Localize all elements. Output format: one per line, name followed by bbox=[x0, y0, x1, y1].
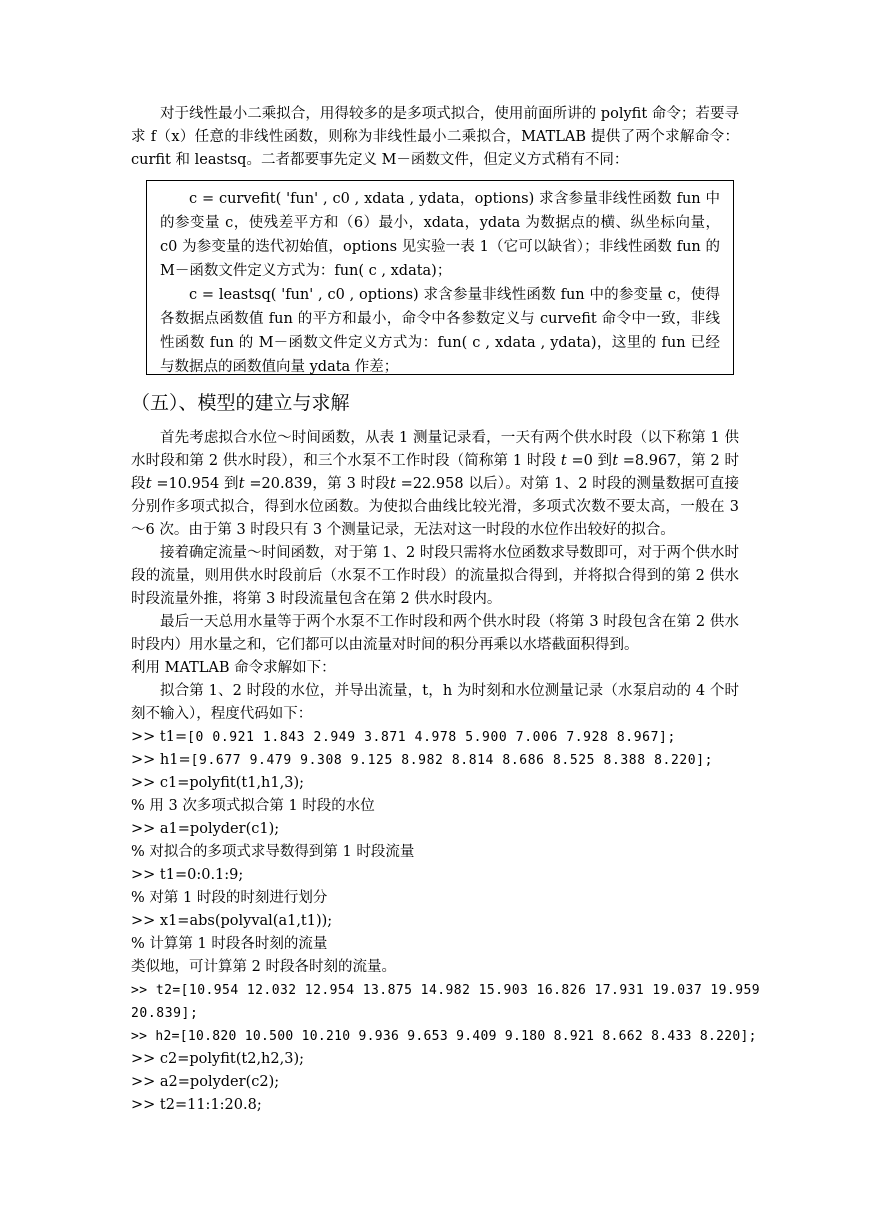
code-values: [9.677 9.479 9.308 9.125 8.982 8.814 8.686 8.525 8.388 8.220]; bbox=[190, 753, 714, 768]
code-comment-c1: % 用 3 次多项式拟合第 1 时段的水位 bbox=[131, 798, 375, 814]
code-line-t2: >> t2=[10.954 12.032 12.954 13.875 14.982 15.903 16.826 17.931 19.037 19.959 bbox=[131, 983, 761, 998]
code-line-t2-range: >> t2=11:1:20.8; bbox=[131, 1097, 262, 1113]
p1-text-f: =22.958 以后）。对第 1、2 时段的测量数据可直接分别作多项式拟合，得到水位函数。为使拟合曲线比较光滑，多项式次数不要太高，一般在 3～6 次。由于第 3 时段只有 3 个测量记录，无法对这一时段的水位作出较好的拟合。 bbox=[131, 476, 739, 538]
code-line-t1 bbox=[131, 726, 739, 749]
code-comment-t1-range: % 对第 1 时段的时刻进行划分 bbox=[131, 890, 328, 906]
definition-box bbox=[146, 180, 734, 375]
paragraph-3: 最后一天总用水量等于两个水泵不工作时段和两个供水时段（将第 3 时段包含在第 2 供水时段内）用水量之和，它们都可以由流量对时间的积分再乘以水塔截面积得到。 bbox=[131, 614, 739, 653]
code-prompt: >> h1= bbox=[131, 752, 191, 768]
p1-text-d: =10.954 到 bbox=[151, 476, 239, 492]
paragraph-4: 利用 MATLAB 命令求解如下： bbox=[131, 660, 336, 676]
paragraph-5: 拟合第 1、2 时段的水位，并导出流量，t，h 为时刻和水位测量记录（水泵启动的 4 个时刻不输入），程度代码如下： bbox=[131, 683, 739, 722]
code-comment-x1: % 计算第 1 时段各时刻的流量 bbox=[131, 936, 328, 952]
code-line-h1 bbox=[131, 749, 739, 772]
code-line-a1: >> a1=polyder(c1); bbox=[131, 821, 280, 837]
p1-text-b: =0 到 bbox=[566, 453, 613, 469]
code-comment-a1: % 对拟合的多项式求导数得到第 1 时段流量 bbox=[131, 844, 415, 860]
code-line-t2-cont: 20.839]; bbox=[131, 1006, 199, 1021]
code-values: [0 0.921 1.843 2.949 3.871 4.978 5.900 7.006 7.928 8.967]; bbox=[187, 730, 676, 745]
similar-note: 类似地，可计算第 2 时段各时刻的流量。 bbox=[131, 959, 396, 975]
curvefit-definition: c = curvefit( 'fun' , c0 , xdata , ydata，options) 求含参量非线性函数 fun 中的参变量 c，使残差平方和（6）最小，xdata，ydata 为数据点的横、纵坐标向量，c0 为参变量的迭代初始值，options 见实验一表 1（它可以缺省）；非线性函数 fun 的 M－函数文件定义方式为：fun( c , xdata)； bbox=[160, 191, 720, 279]
intro-section bbox=[131, 103, 739, 172]
section-heading: （五）、模型的建立与求解 bbox=[131, 392, 350, 414]
paragraph-2: 接着确定流量～时间函数，对于第 1、2 时段只需将水位函数求导数即可，对于两个供水时段的流量，则用供水时段前后（水泵不工作时段）的流量拟合得到，并将拟合得到的第 2 供水时段流量外推，将第 3 时段流量包含在第 2 供水时段内。 bbox=[131, 545, 739, 607]
code-prompt: >> t1= bbox=[131, 729, 188, 745]
code-line-x1: >> x1=abs(polyval(a1,t1)); bbox=[131, 913, 333, 929]
paragraph-1 bbox=[131, 427, 739, 542]
code-line-t1-range: >> t1=0:0.1:9; bbox=[131, 867, 244, 883]
t-variable: t bbox=[238, 476, 245, 492]
p1-text-e: =20.839，第 3 时段 bbox=[244, 476, 391, 492]
code-line-c2: >> c2=polyfit(t2,h2,3); bbox=[131, 1051, 305, 1067]
body-section bbox=[131, 427, 761, 1117]
code-line-a2: >> a2=polyder(c2); bbox=[131, 1074, 280, 1090]
t-variable: t bbox=[145, 476, 152, 492]
code-line-h2: >> h2=[10.820 10.500 10.210 9.936 9.653 9.409 9.180 8.921 8.662 8.433 8.220]; bbox=[131, 1029, 757, 1044]
t-variable: t bbox=[390, 476, 396, 492]
leastsq-definition: c = leastsq( 'fun' , c0 , options) 求含参量非线性函数 fun 中的参变量 c，使得各数据点函数值 fun 的平方和最小，命令中各参数定义与 curvefit 命令中一致，非线性函数 fun 的 M－函数文件定义方式为：fun( c , xdata , ydata)，这里的 fun 已经与数据点的函数值向量 ydata 作差； bbox=[160, 287, 720, 375]
t-variable: t bbox=[560, 453, 567, 469]
t-variable: t bbox=[612, 453, 619, 469]
code-line-c1: >> c1=polyfit(t1,h1,3); bbox=[131, 775, 305, 791]
p1-text-a: 首先考虑拟合水位～时间函数，从表 1 测量记录看，一天有两个供水时段（以下称第 1 供水时段和第 2 供水时段），和三个水泵不工作时段（简称第 1 时段 bbox=[131, 430, 739, 469]
p1-text-c: =8.967，第 2 时段 bbox=[131, 453, 740, 492]
intro-paragraph: 对于线性最小二乘拟合，用得较多的是多项式拟合，使用前面所讲的 polyfit 命令；若要寻求 f（x）任意的非线性函数，则称为非线性最小二乘拟合，MATLAB 提供了两个求解命令：curfit 和 leastsq。二者都要事先定义 M－函数文件，但定义方式稍有不同： bbox=[131, 106, 739, 168]
